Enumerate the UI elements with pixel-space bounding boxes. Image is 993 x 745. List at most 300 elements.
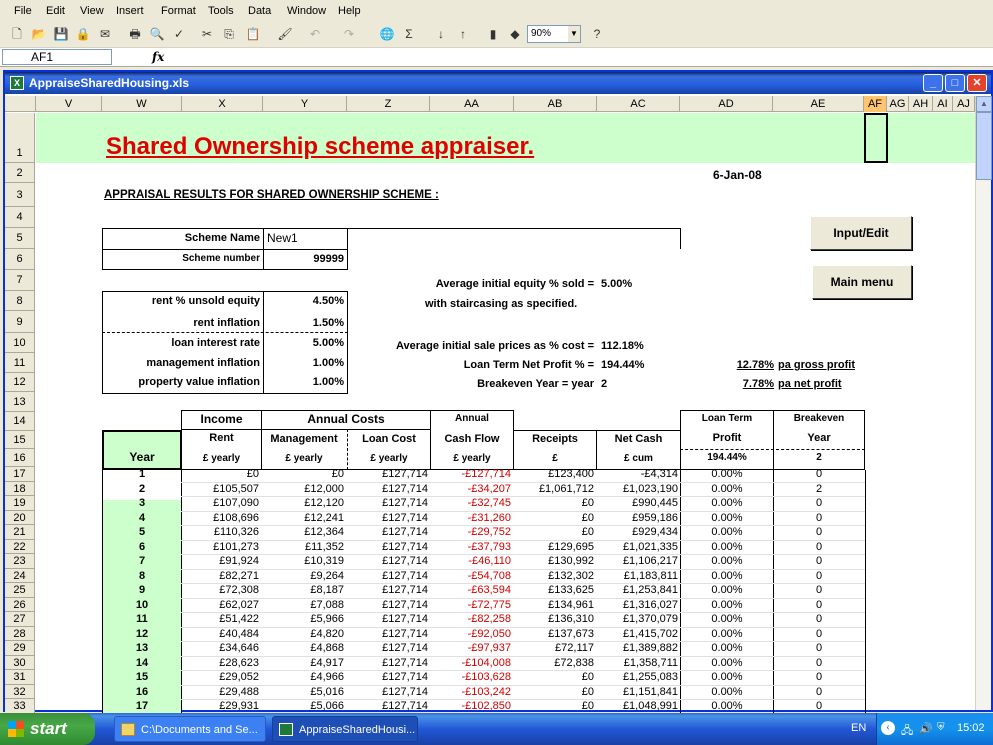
table-cell[interactable]: £12,000 [304, 482, 344, 495]
table-cell[interactable]: £9,264 [310, 569, 344, 582]
scroll-up-icon[interactable]: ▲ [976, 96, 992, 112]
column-header[interactable]: AD [680, 96, 773, 112]
table-cell[interactable]: £127,714 [382, 555, 428, 567]
scroll-thumb[interactable] [976, 112, 992, 180]
autosum-icon[interactable]: Σ [405, 27, 413, 41]
start-button[interactable] [0, 713, 95, 745]
staircasing-note: with staircasing as specified. [425, 298, 578, 310]
table-cell[interactable]: £0 [581, 526, 594, 538]
table-cell[interactable]: £28,623 [219, 656, 259, 669]
total-profit-value: 194.44% [707, 452, 747, 463]
column-header[interactable]: AE [773, 96, 864, 112]
row-header[interactable]: 1 [5, 113, 35, 163]
table-cell[interactable]: 0 [815, 656, 823, 669]
year-cell[interactable]: 8 [138, 569, 146, 582]
table-cell[interactable]: 0.00% [711, 511, 743, 524]
year-cell[interactable]: 12 [135, 627, 149, 640]
column-header[interactable]: AB [514, 96, 597, 112]
column-header[interactable]: V [36, 96, 102, 112]
divider [181, 429, 431, 430]
table-cell[interactable]: 0.00% [711, 497, 743, 509]
unit-label: £ yearly [285, 453, 323, 464]
table-cell[interactable]: -£63,594 [467, 584, 511, 596]
table-cell[interactable]: £1,023,190 [622, 482, 678, 495]
scheme-name-value[interactable]: New1 [267, 231, 298, 245]
param-value[interactable]: 1.00% [312, 376, 344, 388]
table-cell[interactable]: 0.00% [711, 700, 743, 712]
help-icon[interactable]: ? [593, 27, 601, 41]
scheme-number-value[interactable]: 99999 [313, 253, 344, 265]
table-cell[interactable]: £5,066 [310, 700, 344, 712]
table-cell[interactable]: 0.00% [711, 569, 743, 582]
open-icon[interactable]: 📂 [31, 27, 47, 41]
table-cell[interactable]: -£97,937 [467, 642, 511, 654]
vertical-scrollbar[interactable] [975, 96, 991, 710]
table-cell[interactable]: 0 [815, 584, 823, 596]
table-cell[interactable]: £8,187 [310, 584, 344, 596]
window-titlebar[interactable] [5, 72, 991, 94]
table-cell[interactable]: 0 [815, 468, 823, 480]
table-cell[interactable]: £110,326 [213, 526, 259, 538]
table-cell[interactable]: £0 [581, 511, 594, 524]
menu-insert[interactable]: Insert [116, 5, 144, 17]
menu-help[interactable]: Help [338, 5, 361, 17]
redo-icon[interactable]: ↷ [343, 27, 355, 41]
table-cell[interactable]: £82,271 [219, 569, 259, 582]
table-cell[interactable]: 0 [815, 555, 823, 567]
year-cell[interactable]: 3 [138, 497, 146, 509]
zoom-select[interactable] [527, 25, 581, 43]
formula-bar [0, 48, 993, 67]
table-cell[interactable]: £1,151,841 [622, 685, 678, 698]
annual-costs-header: Annual Costs [307, 412, 385, 426]
table-cell[interactable]: £127,714 [382, 613, 428, 625]
net-profit-pa-label: pa net profit [778, 378, 842, 390]
table-cell[interactable]: £10,319 [304, 555, 344, 567]
row-header[interactable]: 7 [5, 270, 35, 291]
table-cell[interactable]: 0.00% [711, 656, 743, 669]
table-cell[interactable]: 0.00% [711, 540, 743, 553]
table-cell[interactable]: £127,714 [382, 584, 428, 596]
table-cell[interactable]: £129,695 [548, 540, 594, 553]
table-cell[interactable]: £91,924 [219, 555, 259, 567]
table-cell[interactable]: £127,714 [382, 468, 428, 480]
email-icon[interactable]: ✉ [99, 27, 111, 41]
table-cell[interactable]: £127,714 [382, 656, 428, 669]
table-cell[interactable]: 0 [815, 540, 823, 553]
save-icon[interactable]: 💾 [53, 27, 69, 41]
table-cell[interactable]: £127,714 [382, 526, 428, 538]
year-cell[interactable]: 16 [135, 685, 149, 698]
table-cell[interactable]: £127,714 [382, 671, 428, 683]
table-cell[interactable]: 0.00% [711, 598, 743, 611]
table-cell[interactable]: £72,838 [554, 656, 594, 669]
table-cell[interactable]: £5,966 [310, 613, 344, 625]
table-cell[interactable]: £12,241 [304, 511, 344, 524]
table-cell[interactable]: £7,088 [310, 598, 344, 611]
standard-toolbar [0, 22, 993, 48]
row-header[interactable]: 19 [5, 496, 35, 511]
gross-profit-value: 12.78% [736, 359, 774, 371]
table-cell[interactable]: -£29,752 [467, 526, 511, 538]
row-header[interactable]: 27 [5, 612, 35, 627]
folder-icon [121, 723, 135, 736]
row-header[interactable]: 14 [5, 412, 35, 431]
unit-label: £ yearly [453, 453, 491, 464]
table-cell[interactable]: £12,120 [304, 497, 344, 509]
row-header[interactable]: 29 [5, 641, 35, 656]
undo-icon[interactable]: ↶ [309, 27, 321, 41]
table-cell[interactable]: -£103,242 [461, 685, 511, 698]
table-cell[interactable]: -£72,775 [467, 598, 511, 611]
table-cell[interactable]: 0 [815, 497, 823, 509]
equity-value: 5.00% [601, 278, 633, 290]
chart-wizard-icon[interactable]: ▮ [489, 27, 497, 41]
table-cell[interactable]: £34,646 [219, 642, 259, 654]
paste-icon[interactable]: 📋 [245, 27, 261, 41]
breakeven-header: Breakeven [793, 413, 845, 424]
table-cell[interactable]: £107,090 [213, 497, 259, 509]
column-header[interactable]: AG [887, 96, 909, 112]
table-cell[interactable]: £1,183,811 [623, 569, 678, 582]
column-header[interactable]: AH [909, 96, 933, 112]
table-cell[interactable]: £40,484 [219, 627, 259, 640]
row-header[interactable]: 2 [5, 163, 35, 183]
row-header[interactable]: 4 [5, 207, 35, 228]
row-header[interactable]: 9 [5, 311, 35, 333]
worksheet-grid[interactable] [36, 113, 975, 714]
table-cell[interactable]: £29,931 [219, 700, 259, 712]
menu-bar [0, 0, 993, 22]
table-cell[interactable]: £134,961 [548, 598, 594, 611]
menu-data[interactable]: Data [248, 5, 272, 17]
table-cell[interactable]: £29,052 [219, 671, 259, 683]
year-header: Year [129, 450, 155, 464]
income-header: Income [200, 412, 243, 426]
taskbar-item-excel[interactable] [272, 716, 418, 742]
menu-edit[interactable]: Edit [46, 5, 65, 17]
hyperlink-icon[interactable]: 🌐 [379, 27, 395, 41]
table-cell[interactable]: £1,358,711 [623, 656, 678, 669]
table-cell[interactable]: £105,507 [213, 482, 259, 495]
name-box[interactable]: AF1 [2, 49, 112, 65]
table-cell[interactable]: 0.00% [711, 627, 743, 640]
breakeven-year-header: Year [807, 432, 831, 444]
sort-descending-icon[interactable]: ↑ [460, 27, 466, 41]
menu-tools[interactable]: Tools [208, 5, 234, 17]
table-cell[interactable]: 0.00% [711, 642, 743, 654]
table-cell[interactable]: £5,016 [310, 685, 344, 698]
row-header[interactable]: 20 [5, 511, 35, 526]
volume-icon[interactable]: 🔊 [919, 723, 933, 735]
table-cell[interactable]: £990,445 [632, 497, 678, 509]
table-cell[interactable]: 0 [815, 598, 823, 611]
cash-flow-header: Cash Flow [444, 433, 500, 445]
table-cell[interactable]: 0 [815, 671, 823, 683]
table-cell[interactable]: 0 [815, 511, 823, 524]
scheme-number-label: Scheme number [182, 253, 260, 264]
column-header[interactable]: X [182, 96, 263, 112]
table-cell[interactable]: £127,714 [382, 642, 428, 654]
row-header[interactable]: 24 [5, 569, 35, 584]
year-cell[interactable]: 7 [138, 555, 146, 567]
table-cell[interactable]: £123,400 [548, 468, 594, 480]
breakeven-value: 2 [601, 378, 608, 390]
new-icon[interactable]: 🗋 [12, 27, 22, 41]
table-cell[interactable]: 0.00% [711, 584, 743, 596]
table-cell[interactable]: £929,434 [632, 526, 678, 538]
fx-icon[interactable]: fx [152, 50, 165, 64]
table-cell[interactable]: £1,021,335 [622, 540, 678, 553]
language-indicator[interactable]: EN [851, 722, 867, 734]
table-cell[interactable]: 0 [815, 569, 823, 582]
table-cell[interactable]: £1,415,702 [622, 627, 678, 640]
table-cell[interactable]: £130,992 [548, 555, 594, 567]
shield-icon[interactable]: ⛨ [937, 722, 945, 733]
row-header[interactable]: 5 [5, 228, 35, 249]
year-cell[interactable]: 2 [138, 482, 146, 495]
taskbar-item-explorer[interactable] [114, 716, 266, 742]
row-header[interactable]: 3 [5, 183, 35, 207]
column-header[interactable]: W [102, 96, 182, 112]
excel-icon [279, 723, 293, 736]
input-edit-button[interactable]: Input/Edit [810, 216, 912, 250]
main-menu-button[interactable]: Main menu [812, 265, 912, 299]
select-all-corner[interactable] [5, 96, 36, 112]
column-header[interactable]: AC [597, 96, 680, 112]
table-cell[interactable]: £72,308 [219, 584, 259, 596]
drawing-icon[interactable]: ◆ [510, 27, 520, 41]
row-header[interactable]: 33 [5, 699, 35, 714]
row-header[interactable]: 17 [5, 467, 35, 482]
param-value[interactable]: 1.00% [312, 357, 344, 369]
table-cell[interactable]: £62,027 [219, 598, 259, 611]
table-cell[interactable]: £127,714 [382, 482, 428, 495]
row-header[interactable]: 16 [5, 449, 35, 467]
row-header[interactable]: 31 [5, 670, 35, 685]
row-header[interactable]: 22 [5, 540, 35, 555]
table-cell[interactable]: £127,714 [382, 569, 428, 582]
table-cell[interactable]: £1,253,841 [622, 584, 678, 596]
chevron-down-icon[interactable]: ▼ [568, 26, 580, 42]
windows-logo-icon [8, 721, 24, 737]
loan-cost-header: Loan Cost [362, 433, 416, 445]
table-cell[interactable]: 0 [815, 685, 823, 698]
table-cell[interactable]: -£4,314 [640, 468, 678, 480]
excel-icon: X [10, 76, 24, 90]
print-icon[interactable]: 🖶 [129, 27, 141, 41]
table-cell[interactable]: 2 [815, 482, 823, 495]
copy-icon[interactable]: ⎘ [224, 27, 234, 41]
table-cell[interactable]: £4,917 [310, 656, 344, 669]
table-cell[interactable]: £959,186 [632, 511, 678, 524]
table-cell[interactable]: £11,352 [305, 540, 344, 553]
table-cell[interactable]: £127,714 [382, 598, 428, 611]
chevron-left-icon[interactable]: ‹ [881, 721, 895, 735]
year-cell[interactable]: 4 [138, 511, 146, 524]
table-cell[interactable]: £127,714 [382, 540, 428, 553]
row-header[interactable]: 12 [5, 373, 35, 392]
table-cell[interactable]: -£34,207 [467, 482, 511, 495]
table-cell[interactable]: -£37,793 [467, 540, 511, 553]
table-cell[interactable]: £1,389,882 [622, 642, 678, 654]
table-cell[interactable]: £101,273 [213, 540, 259, 553]
maximize-button[interactable]: □ [945, 74, 965, 92]
table-cell[interactable]: £132,302 [548, 569, 594, 582]
divider [680, 449, 865, 450]
table-cell[interactable]: £1,106,217 [622, 555, 678, 567]
table-cell[interactable]: -£54,708 [467, 569, 511, 582]
row-header[interactable]: 25 [5, 583, 35, 598]
table-cell[interactable]: £137,673 [548, 627, 594, 640]
row-header[interactable]: 10 [5, 333, 35, 353]
sort-ascending-icon[interactable]: ↓ [438, 27, 444, 41]
table-cell[interactable]: £0 [581, 497, 594, 509]
year-cell[interactable]: 5 [138, 526, 146, 538]
menu-file[interactable]: File [14, 5, 32, 17]
row-header[interactable]: 21 [5, 525, 35, 540]
table-cell[interactable]: £1,048,991 [622, 700, 678, 712]
table-cell[interactable]: -£31,260 [467, 511, 511, 524]
param-value[interactable]: 5.00% [312, 337, 344, 349]
net-cash-header: Net Cash [614, 433, 663, 445]
cut-icon[interactable]: ✂ [201, 27, 213, 41]
table-cell[interactable]: 0.00% [711, 613, 743, 625]
row-header[interactable]: 11 [5, 353, 35, 373]
table-cell[interactable]: 0 [815, 700, 823, 712]
table-cell[interactable]: £133,625 [548, 584, 594, 596]
table-cell[interactable]: 0.00% [711, 468, 743, 480]
table-cell[interactable]: -£46,110 [468, 555, 511, 567]
column-header-selected[interactable]: AF [864, 96, 887, 112]
active-cell-af1[interactable] [864, 113, 888, 163]
table-cell[interactable]: £108,696 [213, 511, 259, 524]
clock[interactable]: 15:02 [957, 722, 985, 734]
table-cell[interactable]: 0 [815, 526, 823, 538]
table-cell[interactable]: £4,820 [310, 627, 344, 640]
year-cell[interactable]: 17 [135, 700, 149, 712]
network-icon[interactable]: 🖧 [901, 725, 914, 737]
minimize-button[interactable]: _ [923, 74, 943, 92]
row-header[interactable]: 28 [5, 627, 35, 642]
row-header[interactable]: 15 [5, 431, 35, 449]
row-header[interactable]: 26 [5, 598, 35, 613]
year-cell[interactable]: 15 [135, 671, 149, 683]
table-cell[interactable]: -£92,050 [467, 627, 511, 640]
net-profit-label: Loan Term Net Profit % = [463, 359, 594, 371]
column-header[interactable]: AA [430, 96, 514, 112]
menu-view[interactable]: View [80, 5, 104, 17]
column-header[interactable]: AJ [953, 96, 975, 112]
table-cell[interactable]: 0 [815, 613, 823, 625]
table-cell[interactable]: 0 [815, 627, 823, 640]
param-value[interactable]: 4.50% [312, 295, 344, 307]
param-label: property value inflation [138, 376, 260, 388]
column-header[interactable]: Y [263, 96, 347, 112]
menu-window[interactable]: Window [287, 5, 327, 17]
spelling-icon[interactable]: ✓ [173, 27, 185, 41]
year-cell[interactable]: 6 [138, 540, 146, 553]
row-header[interactable]: 32 [5, 685, 35, 700]
table-cell[interactable]: £136,310 [548, 613, 594, 625]
table-cell[interactable]: £1,061,712 [538, 482, 594, 495]
system-tray [876, 713, 993, 745]
permission-icon[interactable]: 🔒 [75, 27, 91, 41]
column-header[interactable]: Z [347, 96, 430, 112]
year-cell[interactable]: 9 [138, 584, 146, 596]
year-cell[interactable]: 1 [138, 468, 146, 480]
table-cell[interactable]: £0 [581, 700, 594, 712]
table-cell[interactable]: -£104,008 [461, 656, 511, 669]
divider [102, 332, 348, 333]
sale-price-value: 112.18% [601, 340, 644, 352]
table-cell[interactable]: £0 [581, 671, 594, 683]
table-cell[interactable]: £127,714 [382, 700, 428, 712]
row-header[interactable]: 13 [5, 392, 35, 412]
table-cell[interactable]: £1,316,027 [622, 598, 678, 611]
net-profit-value: 194.44% [601, 359, 645, 371]
table-cell[interactable]: -£102,850 [461, 700, 511, 712]
year-cell[interactable]: 13 [135, 642, 149, 654]
table-cell[interactable]: £1,255,083 [622, 671, 678, 683]
row-header[interactable]: 8 [5, 291, 35, 311]
unit-label: £ yearly [370, 453, 408, 464]
table-cell[interactable]: £0 [581, 685, 594, 698]
table-cell[interactable]: £29,488 [219, 685, 259, 698]
menu-format[interactable]: Format [161, 5, 196, 17]
row-header[interactable]: 18 [5, 482, 35, 497]
table-cell[interactable]: £4,966 [310, 671, 344, 683]
table-cell[interactable]: £127,714 [382, 497, 428, 509]
table-cell[interactable]: £127,714 [382, 685, 428, 698]
table-cell[interactable]: 0.00% [711, 685, 743, 698]
table-cell[interactable]: £0 [246, 468, 259, 480]
year-cell[interactable]: 11 [136, 613, 148, 625]
table-cell[interactable]: 0.00% [711, 671, 743, 683]
unit-label: £ cum [624, 453, 653, 464]
receipts-header: Receipts [532, 433, 578, 445]
print-preview-icon[interactable]: 🔍 [149, 27, 165, 41]
table-cell[interactable]: £127,714 [382, 627, 428, 640]
column-header[interactable]: AI [933, 96, 953, 112]
profit-header: Profit [712, 432, 742, 444]
param-value[interactable]: 1.50% [312, 317, 344, 329]
table-cell[interactable]: £12,364 [304, 526, 344, 538]
table-cell[interactable]: £4,868 [310, 642, 344, 654]
row-header[interactable]: 23 [5, 554, 35, 569]
table-cell[interactable]: 0.00% [711, 482, 743, 495]
table-cell[interactable]: £127,714 [382, 511, 428, 524]
table-cell[interactable]: 0.00% [711, 555, 743, 567]
table-cell[interactable]: 0.00% [711, 526, 743, 538]
year-cell[interactable]: 10 [135, 598, 149, 611]
row-header[interactable]: 30 [5, 656, 35, 671]
row-header[interactable]: 6 [5, 249, 35, 270]
table-cell[interactable]: £51,422 [219, 613, 259, 625]
table-cell[interactable]: 0 [815, 642, 823, 654]
table-cell[interactable]: £1,370,079 [622, 613, 678, 625]
year-cell[interactable]: 14 [135, 656, 149, 669]
table-cell[interactable]: -£82,258 [467, 613, 511, 625]
equity-label: Average initial equity % sold = [435, 278, 594, 290]
table-cell[interactable]: -£103,628 [461, 671, 511, 683]
close-button[interactable]: ✕ [967, 74, 987, 92]
table-cell[interactable]: £0 [331, 468, 344, 480]
table-cell[interactable]: -£127,714 [461, 468, 511, 480]
table-cell[interactable]: -£32,745 [467, 497, 511, 509]
table-cell[interactable]: £72,117 [555, 642, 594, 654]
format-painter-icon[interactable]: 🖌 [277, 27, 293, 41]
